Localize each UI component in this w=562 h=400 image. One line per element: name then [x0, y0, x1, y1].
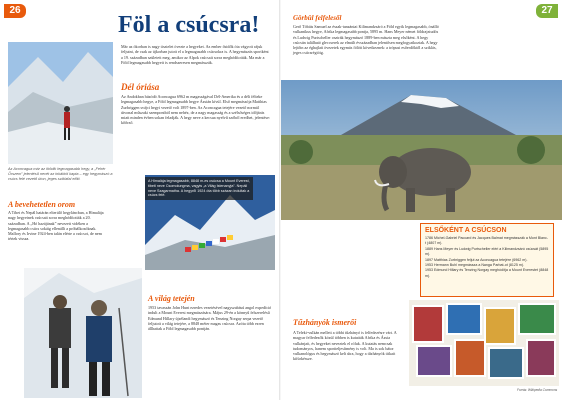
callout-item: 1953 Edmund Hillary és Tenzing Norgay meghódítja a Mount Everestet (8848 m). [425, 268, 549, 278]
right-page [281, 0, 562, 400]
caption-aconcagua: Az Aconcagua már az ötödik legmagasabb hegy, a „Fehér Őrszem” jelentésű nevét az inkáktól kapta – egy hegymászó a csúcs felé vezető úton, jeges sziklafal előtt. [8, 167, 113, 181]
callout-title: ELSŐKÉNT A CSÚCSON [425, 227, 507, 234]
page-number-right: 27 [536, 4, 558, 18]
caption-himalaya: A Himalája legmagasabb, 8848 m-es csúcsa a Mount Everest, tibeti neve Csomolungma, vagyis „a Világ Istenanyja”. Nepáli neve Szagarmatha. A hegyről 1924 óta több százan indultak a csúcs felé. [145, 177, 253, 200]
text-gorbul: Gerő Tóbiás Samuel az észak-tanzániai Kilimandzsáró a Föld egyik legmagasabb, önálló vulkanikus hegye, Afrika legmagasabb pontja, 5895 m. Hans Meyer német földrajztudós és Ludwig Purtscheller osztrák hegymászó 1889-ben mászta meg elsőként. A hegy csúcsán található gleccserek az elmúlt évszázadban jelentősen megfogyatkoztak. A hegy lejtőin az éghajlati övezetek egymás fölött következnek: a trópusi esőerdőktől a sziklás, jeges csúcsrégióig. [293, 24, 439, 56]
callout-item: 1786 Michel-Gabriel Paccard és Jacques Balmat megmásszák a Mont Blanc-t (4807 m). [425, 236, 549, 246]
text-bevehetetlen: A Tibet és Nepál határán elterülő hegyláncban, a Himalája nagy hegyeinek csúcsait sorra meghódították a 20. században. A „Hó hazájának” nevezett vidéken a legmagasabb csúcs sokáig ellenállt a próbálkozóknak. Mallory és Irvine 1924-ben talán elérte a csúcsot, de nem tértek vissza. [8, 210, 104, 242]
page-number-left: 26 [4, 4, 26, 18]
text-tuzhanyok: A Teleki-vulkán mellett a többi tűzhányó is felfedezésre várt. A magyar felfedezők közül többen is kutatták Afrika és Ázsia vulkánjait, és hegyeket neveztek el róluk. A kutatás nemcsak tudományos, hanem sportteljesítmény is volt. Ma is sok bátor vulkanológus és hegymászó kelt útra, hogy a tűzhányók titkait kifürkéssze. [293, 330, 397, 362]
heading-bevehetetlen: A bevehetetlen orom [8, 200, 76, 209]
heading-tuzhanyok: Tűzhányók ismerői [293, 318, 357, 327]
photo-climbers [24, 268, 142, 398]
heading-gorbul: Görbül felfelesől [293, 14, 342, 22]
intro-text: Már az ókorban is nagy tisztelet övezte a hegyeket. Az ember ősidők óta vágyott rájuk feljutni, de csak az újkorban jutott el a legmagasabb csúcsokra is. A hegymászás sportként a 19. században született meg, amikor az Alpok csúcsait sorra meghódították. Ma már a Föld legmagasabb hegyeit is rendszeresen megmásszák. [121, 44, 269, 65]
text-vilag-tetejen: 1953 tavaszán John Hunt ezredes vezetésével nagyszabású angol expedíció indult a Mount Everest megmászására. Május 29-én a könnyű felszerelésű Edmund Hillary újzélandi hegymászó és Tenzing Norgay serpa vezető feljutott a világ tetejére, a 8848 méter magas csúcsra. Azóta több ezren állhattak a Föld legmagasabb pontján. [148, 305, 272, 332]
photo-kilimanjaro-elephant [281, 80, 562, 220]
heading-vilag-tetejen: A világ tetején [148, 294, 195, 303]
page-title: Föl a csúcsra! [118, 12, 260, 38]
callout-item: 1897 Matthias Zurbriggen feljut az Aconcagua tetejére (6962 m). [425, 257, 528, 262]
heading-del-oriasa: Dél óriása [121, 82, 160, 92]
photo-stamps-collage [409, 300, 559, 386]
callout-item: 1953 Hermann Buhl megmássza a Nanga Parbat-ot (8125 m). [425, 263, 525, 268]
callout-first-on-summit [420, 223, 554, 297]
photo-aconcagua-climber [8, 42, 113, 164]
callout-item: 1889 Hans Meyer és Ludwig Purtscheller eléri a Kilimandzsáró csúcsát (5895 m). [425, 246, 549, 257]
photo-credit: Forrás: Wikipedia Commons [517, 388, 558, 392]
text-del-oriasa: Az Andokban húzódó Aconcagua 6962 m magasságával Dél-Amerika és a déli félteke legmagasabb hegye, a Föld legmagasabb hegye Ázsián kívül. Első megmászója Matthias Zurbriggen svájci hegyi vezető volt 1897-ben. Az Aconcagua tetejére vezető normál útvonal műszaki szempontból nem nehéz, de a nagy magasság és a szélsőséges időjárás miatt minden évben sokan feladják. A hegy neve a kecsua nyelvű szóból eredhet, jelentése: kőőrző. [121, 94, 271, 126]
